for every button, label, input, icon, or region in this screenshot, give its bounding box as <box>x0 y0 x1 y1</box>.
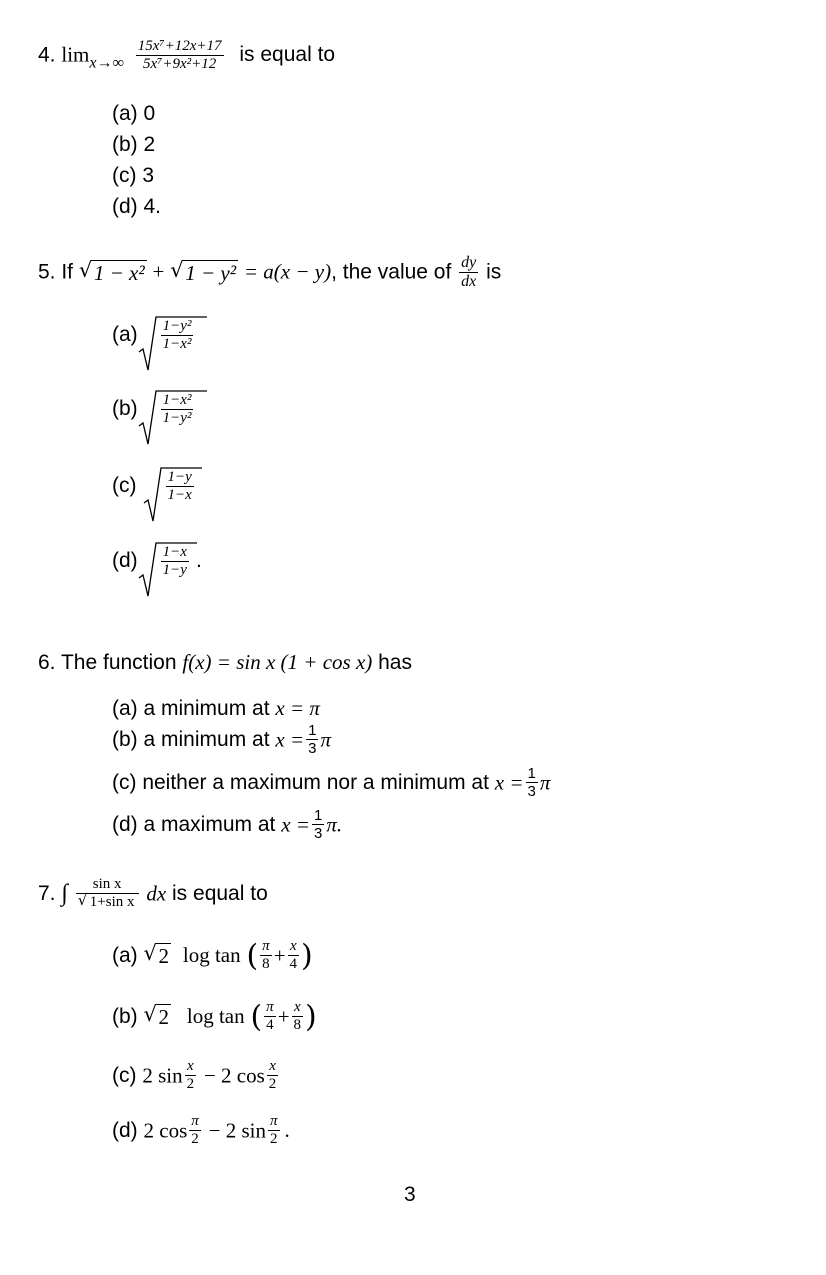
q6-d-three: 3 <box>313 825 323 843</box>
q6-c-frac <box>526 765 538 801</box>
q7-b-f2n: x <box>292 999 304 1017</box>
q7-c-f1d: 2 <box>186 1076 195 1093</box>
left-paren-icon: ( <box>246 938 259 974</box>
q7-a-sqrt <box>144 943 172 969</box>
q5-sqrt-2 <box>170 260 238 286</box>
q7-b-f2d: 8 <box>293 1017 302 1034</box>
q5-option-b <box>112 390 198 428</box>
right-paren-icon: ) <box>301 938 313 974</box>
q6-b-eq: x = <box>275 727 305 752</box>
q5-dx: dx <box>461 273 477 291</box>
q7-a-f1d: 8 <box>262 956 270 973</box>
q7-b-f1d: 4 <box>266 1017 274 1034</box>
q4-option-b: (b) 2 <box>112 133 156 156</box>
radical-icon <box>138 542 198 600</box>
q4-lim: lim <box>61 42 90 67</box>
q5-b-den: 1−y² <box>162 410 192 427</box>
q6-c-text: (c) neither a maximum nor a minimum at <box>112 770 489 794</box>
q7-d-mid: − 2 sin <box>208 1118 266 1143</box>
q6-prefix: 6. The function <box>38 651 177 674</box>
right-paren-icon: ) <box>305 999 317 1035</box>
q5-rad-1: 1 − x² <box>93 260 145 285</box>
q6-d-pi: π. <box>326 812 343 837</box>
q7-c-label: (c) <box>112 1063 137 1087</box>
q5-d-label: (d) <box>112 548 138 572</box>
q5-c-den: 1−x <box>167 487 192 504</box>
q4-option-c: (c) 3 <box>112 164 154 187</box>
page-number: 3 <box>404 1183 416 1206</box>
q7-fraction <box>76 876 139 912</box>
q7-option-d <box>112 1113 290 1149</box>
q6-a-eq: x = π <box>275 696 320 720</box>
q6-option-c <box>112 765 550 801</box>
q7-number: 7. <box>38 881 56 905</box>
q5-plus: + <box>152 259 165 284</box>
q6-d-one: 1 <box>313 807 323 824</box>
q6-tail: has <box>378 651 412 674</box>
q5-d-den: 1−y <box>162 562 187 579</box>
q6-c-eq: x = <box>494 770 524 795</box>
q6-b-frac <box>306 722 318 758</box>
q5-sqrt-1 <box>79 260 147 286</box>
q4-fraction <box>136 38 224 74</box>
q7-d-t1: 2 cos <box>143 1118 188 1143</box>
q7-c-f2n: x <box>267 1058 279 1076</box>
q5-rad-2: 1 − y² <box>185 260 236 285</box>
q5-tail: is <box>486 260 502 284</box>
q5-rhs: = a(x − y) <box>243 259 332 284</box>
q6-c-pi: π <box>539 770 551 795</box>
q6-option-b <box>112 722 331 758</box>
q4-denominator: 5x⁷+9x²+12 <box>142 56 217 73</box>
q7-c-mid: − 2 cos <box>203 1063 265 1088</box>
q7-a-label: (a) <box>112 943 138 967</box>
q4-number: 4. <box>38 43 56 67</box>
q6-b-text: (b) a minimum at <box>112 727 270 751</box>
q6-option-d <box>112 807 342 843</box>
radical-icon <box>143 467 203 525</box>
q7-integral-sign: ∫ <box>61 880 68 907</box>
q5-b-num: 1−x² <box>161 392 194 410</box>
q7-den-rad: 1+sin x <box>89 894 135 911</box>
q7-a-f1n: π <box>260 938 272 956</box>
q7-a-f2n: x <box>288 938 300 956</box>
q7-a-f2d: 4 <box>289 956 298 973</box>
q7-dx: dx <box>146 881 167 906</box>
q4-option-a: (a) 0 <box>112 102 156 125</box>
q7-option-b <box>112 999 317 1035</box>
q7-numerator-text: sin x <box>92 876 122 892</box>
q5-d-root <box>138 542 194 580</box>
q5-c-root <box>143 467 199 505</box>
q7-a-op: + <box>273 943 286 968</box>
q7-d-end: . <box>284 1118 290 1143</box>
q5-c-num: 1−y <box>166 469 194 487</box>
q6-b-pi: π <box>320 727 331 752</box>
q5-c-label: (c) <box>112 473 137 497</box>
q7-d-f1n: π <box>189 1113 201 1131</box>
q7-b-root: 2 <box>158 1004 170 1029</box>
q6-function: f(x) = sin x (1 + cos x) <box>182 650 373 674</box>
q7-b-label: (b) <box>112 1004 138 1028</box>
q7-denominator <box>76 894 139 911</box>
q5-b-root <box>138 390 199 428</box>
q7-b-fn: log tan <box>186 1004 245 1029</box>
q5-prefix: 5. If <box>38 260 74 284</box>
q6-d-eq: x = <box>281 812 310 837</box>
q5-a-den: 1−x² <box>162 336 192 353</box>
q7-d-f2d: 2 <box>269 1131 278 1148</box>
radical-icon <box>138 316 208 374</box>
question-6 <box>38 650 412 675</box>
question-7 <box>38 876 268 912</box>
q7-b-sqrt <box>144 1004 172 1030</box>
q6-c-three: 3 <box>527 783 536 801</box>
q4-tail: is equal to <box>239 43 336 67</box>
q7-d-f2n: π <box>268 1113 280 1131</box>
q6-d-frac <box>312 807 324 843</box>
q6-option-a <box>112 696 320 721</box>
q5-option-a <box>112 316 198 354</box>
q7-d-f1d: 2 <box>191 1131 199 1148</box>
q6-d-text: (d) a maximum at <box>112 812 276 836</box>
q7-c-f2d: 2 <box>268 1076 277 1093</box>
q4-option-d: (d) 4. <box>112 195 162 218</box>
q5-derivative <box>459 254 478 292</box>
radical-icon <box>138 390 208 448</box>
q6-a-text: (a) a minimum at <box>112 697 270 720</box>
q7-a-fn: log tan <box>182 943 241 968</box>
q5-mid: , the value of <box>331 260 452 284</box>
q7-tail: is equal to <box>172 881 268 905</box>
q6-c-one: 1 <box>527 765 536 782</box>
q7-a-root: 2 <box>158 943 170 968</box>
question-4 <box>38 38 335 74</box>
q7-b-f1n: π <box>264 999 276 1017</box>
q5-option-c <box>112 467 199 505</box>
q6-b-one: 1 <box>308 722 317 739</box>
q5-dy: dy <box>459 254 478 273</box>
q4-numerator: 15x⁷+12x+17 <box>136 38 224 56</box>
q5-a-label: (a) <box>112 322 138 346</box>
q5-b-label: (b) <box>112 396 138 420</box>
q7-c-f1n: x <box>185 1058 197 1076</box>
q7-c-t1: 2 sin <box>142 1063 183 1088</box>
q5-d-end: . <box>195 548 202 572</box>
left-paren-icon: ( <box>250 999 263 1035</box>
q4-lim-sub: x→∞ <box>89 54 124 72</box>
q7-option-a <box>112 938 313 974</box>
q5-d-num: 1−x <box>161 544 189 562</box>
q6-b-three: 3 <box>308 740 317 758</box>
q7-option-c <box>112 1058 280 1094</box>
question-5 <box>38 254 501 292</box>
q5-option-d <box>112 542 202 580</box>
q5-a-root <box>138 316 199 354</box>
q5-a-num: 1−y² <box>161 318 194 336</box>
q7-b-op: + <box>277 1004 290 1029</box>
q7-d-label: (d) <box>112 1118 138 1142</box>
